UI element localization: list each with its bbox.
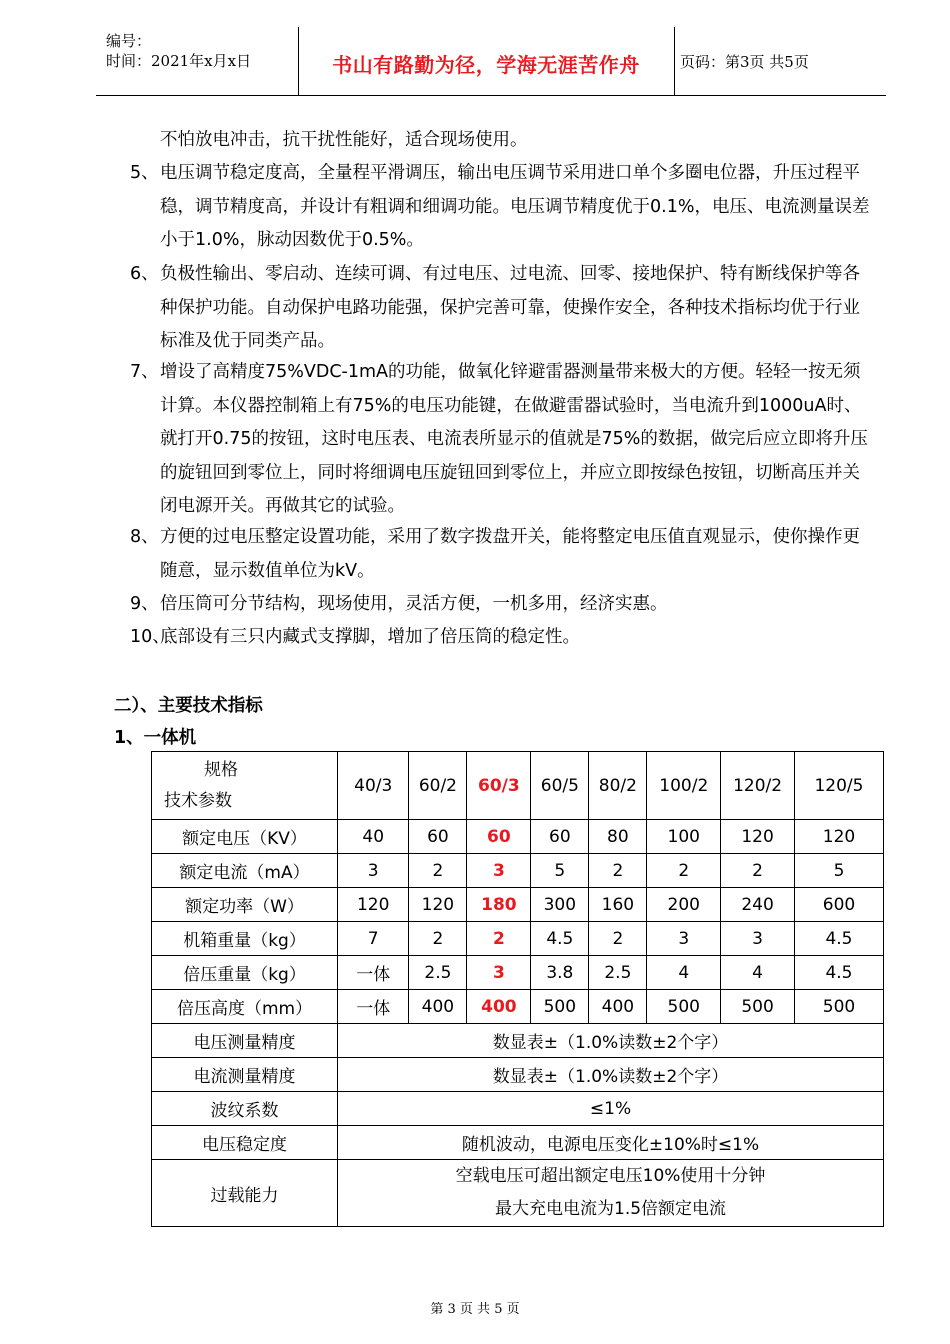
model-header: 60/2 <box>409 752 467 820</box>
header-page-label: 页码：第3页 共5页 <box>680 53 809 71</box>
table-cell: 7 <box>338 922 409 956</box>
table-row <box>152 922 884 956</box>
table-row-span <box>152 1126 884 1160</box>
table-cell: 2 <box>647 854 721 888</box>
table-cell: 4 <box>721 956 795 990</box>
overload-line2: 最大充电电流为1.5倍额定电流 <box>495 1199 727 1219</box>
table-header-row <box>152 752 884 820</box>
table-cell: 4.5 <box>531 922 589 956</box>
table-row-span <box>152 1024 884 1058</box>
row-label: 过载能力 <box>152 1160 338 1227</box>
table-cell: 2 <box>589 854 647 888</box>
list-item-9 <box>130 588 870 622</box>
table-row <box>152 956 884 990</box>
table-cell: 500 <box>647 990 721 1024</box>
row-label: 波纹系数 <box>152 1092 338 1126</box>
table-cell: 160 <box>589 888 647 922</box>
table-cell: 60 <box>409 820 467 854</box>
header-meta <box>106 31 251 71</box>
corner-top: 规格 <box>204 759 238 780</box>
list-number: 5、 <box>130 163 159 183</box>
list-item-10 <box>130 621 870 655</box>
table-cell: 100 <box>647 820 721 854</box>
table-cell: 一体 <box>338 990 409 1024</box>
table-row <box>152 820 884 854</box>
table-cell: 120 <box>721 820 795 854</box>
list-text: 电压调节稳定度高，全量程平滑调压，输出电压调节采用进口单个多圈电位器，升压过程平稳，调节精度高，并设计有粗调和细调功能。电压调节精度优于0.1%，电压、电流测量误差小于1.0%，脉动因数优于0.5%。 <box>160 163 870 250</box>
table-cell: 2 <box>721 854 795 888</box>
time-label: 时间：2021年x月x日 <box>106 52 252 70</box>
model-header: 60/5 <box>531 752 589 820</box>
table-cell: 2 <box>589 922 647 956</box>
table-cell: 2 <box>409 854 467 888</box>
table-cell: 80 <box>589 820 647 854</box>
model-header: 100/2 <box>647 752 721 820</box>
table-cell: 3 <box>721 922 795 956</box>
table-cell: 4 <box>647 956 721 990</box>
table-cell: 120 <box>409 888 467 922</box>
table-row-overload <box>152 1160 884 1227</box>
page-footer: 第 3 页 共 5 页 <box>430 1302 520 1317</box>
row-label: 额定功率（W） <box>152 888 338 922</box>
span-rows <box>152 1024 884 1160</box>
list-number: 8、 <box>130 527 159 547</box>
table-cell: 500 <box>721 990 795 1024</box>
model-header: 120/5 <box>794 752 883 820</box>
table-cell: 120 <box>338 888 409 922</box>
list-number: 9、 <box>130 594 159 614</box>
table-row <box>152 854 884 888</box>
model-header: 120/2 <box>721 752 795 820</box>
list-number: 10、 <box>130 627 170 647</box>
table-cell: 40 <box>338 820 409 854</box>
list-text: 增设了高精度75%VDC-1mA的功能，做氧化锌避雷器测量带来极大的方便。轻轻一按无须计算。本仪器控制箱上有75%的电压功能键，在做避雷器试验时，当电流升到1000uA时、就打开0.75的按钮，这时电压表、电流表所显示的值就是75%的数据，做完后应立即将升压的旋钮回到零位上，同时将细调电压旋钮回到零位上，并应立即按绿色按钮，切断高压并关闭电源开关。再做其它的试验。 <box>160 362 868 516</box>
spec-rows <box>152 820 884 1024</box>
span-cell: 随机波动，电源电压变化±10%时≤1% <box>338 1126 884 1160</box>
list-text: 倍压筒可分节结构，现场使用，灵活方便，一机多用，经济实惠。 <box>160 594 668 614</box>
serial-label: 编号： <box>106 32 152 50</box>
header-divider <box>674 27 675 95</box>
row-label: 电流测量精度 <box>152 1058 338 1092</box>
table-cell: 400 <box>409 990 467 1024</box>
table-cell-highlight: 3 <box>467 956 531 990</box>
table-cell: 120 <box>794 820 883 854</box>
list-item-7 <box>130 356 870 524</box>
row-label: 倍压高度（mm） <box>152 990 338 1024</box>
table-cell: 300 <box>531 888 589 922</box>
span-cell: 数显表±（1.0%读数±2个字） <box>338 1058 884 1092</box>
overload-cell <box>338 1160 884 1227</box>
corner-bottom: 技术参数 <box>164 790 232 811</box>
table-cell-highlight: 400 <box>467 990 531 1024</box>
table-cell-highlight: 3 <box>467 854 531 888</box>
section-title: 二）、主要技术指标 <box>114 696 263 716</box>
table-cell: 200 <box>647 888 721 922</box>
list-item-6 <box>130 258 870 359</box>
model-header: 40/3 <box>338 752 409 820</box>
spec-table <box>151 751 884 1227</box>
model-header-highlight: 60/3 <box>467 752 531 820</box>
row-label: 电压稳定度 <box>152 1126 338 1160</box>
table-cell: 2 <box>409 922 467 956</box>
header-motto: 书山有路勤为径，学海无涯苦作舟 <box>332 53 640 77</box>
row-label: 倍压重量（kg） <box>152 956 338 990</box>
overload-line1: 空载电压可超出额定电压10%使用十分钟 <box>455 1166 766 1186</box>
table-cell-highlight: 2 <box>467 922 531 956</box>
list-item-8 <box>130 521 870 588</box>
table-cell: 5 <box>531 854 589 888</box>
table-row-span <box>152 1058 884 1092</box>
table-cell: 240 <box>721 888 795 922</box>
table-cell: 5 <box>794 854 883 888</box>
table-cell: 60 <box>531 820 589 854</box>
table-cell-highlight: 60 <box>467 820 531 854</box>
span-cell: ≤1% <box>338 1092 884 1126</box>
paragraph-text: 不怕放电冲击，抗干扰性能好，适合现场使用。 <box>160 130 528 150</box>
table-row-span <box>152 1092 884 1126</box>
table-cell: 600 <box>794 888 883 922</box>
row-label: 电压测量精度 <box>152 1024 338 1058</box>
table-cell: 3 <box>338 854 409 888</box>
row-label: 额定电压（KV） <box>152 820 338 854</box>
row-label: 机箱重量（kg） <box>152 922 338 956</box>
table-cell: 一体 <box>338 956 409 990</box>
table-cell: 4.5 <box>794 922 883 956</box>
list-text: 负极性输出、零启动、连续可调、有过电压、过电流、回零、接地保护、特有断线保护等各种保护功能。自动保护电路功能强，保护完善可靠，使操作安全，各种技术指标均优于行业标准及优于同类产品。 <box>160 264 860 351</box>
table-cell: 4.5 <box>794 956 883 990</box>
table-corner-cell <box>152 752 338 820</box>
table-cell: 400 <box>589 990 647 1024</box>
list-number: 6、 <box>130 264 159 284</box>
list-text: 方便的过电压整定设置功能，采用了数字拨盘开关，能将整定电压值直观显示，使你操作更随意，显示数值单位为kV。 <box>160 527 860 581</box>
table-cell: 2.5 <box>589 956 647 990</box>
table-cell: 3.8 <box>531 956 589 990</box>
table-cell: 500 <box>794 990 883 1024</box>
table-row <box>152 888 884 922</box>
table-cell: 2.5 <box>409 956 467 990</box>
table-cell: 500 <box>531 990 589 1024</box>
table-cell-highlight: 180 <box>467 888 531 922</box>
table-cell: 3 <box>647 922 721 956</box>
span-cell: 数显表±（1.0%读数±2个字） <box>338 1024 884 1058</box>
table-row <box>152 990 884 1024</box>
paragraph-continued <box>130 124 870 158</box>
list-text: 底部设有三只内藏式支撑脚，增加了倍压筒的稳定性。 <box>160 627 580 647</box>
model-header: 80/2 <box>589 752 647 820</box>
row-label: 额定电流（mA） <box>152 854 338 888</box>
subsection-title: 1、一体机 <box>114 728 197 748</box>
page-header <box>96 27 886 96</box>
list-item-5 <box>130 157 870 258</box>
list-number: 7、 <box>130 362 159 382</box>
